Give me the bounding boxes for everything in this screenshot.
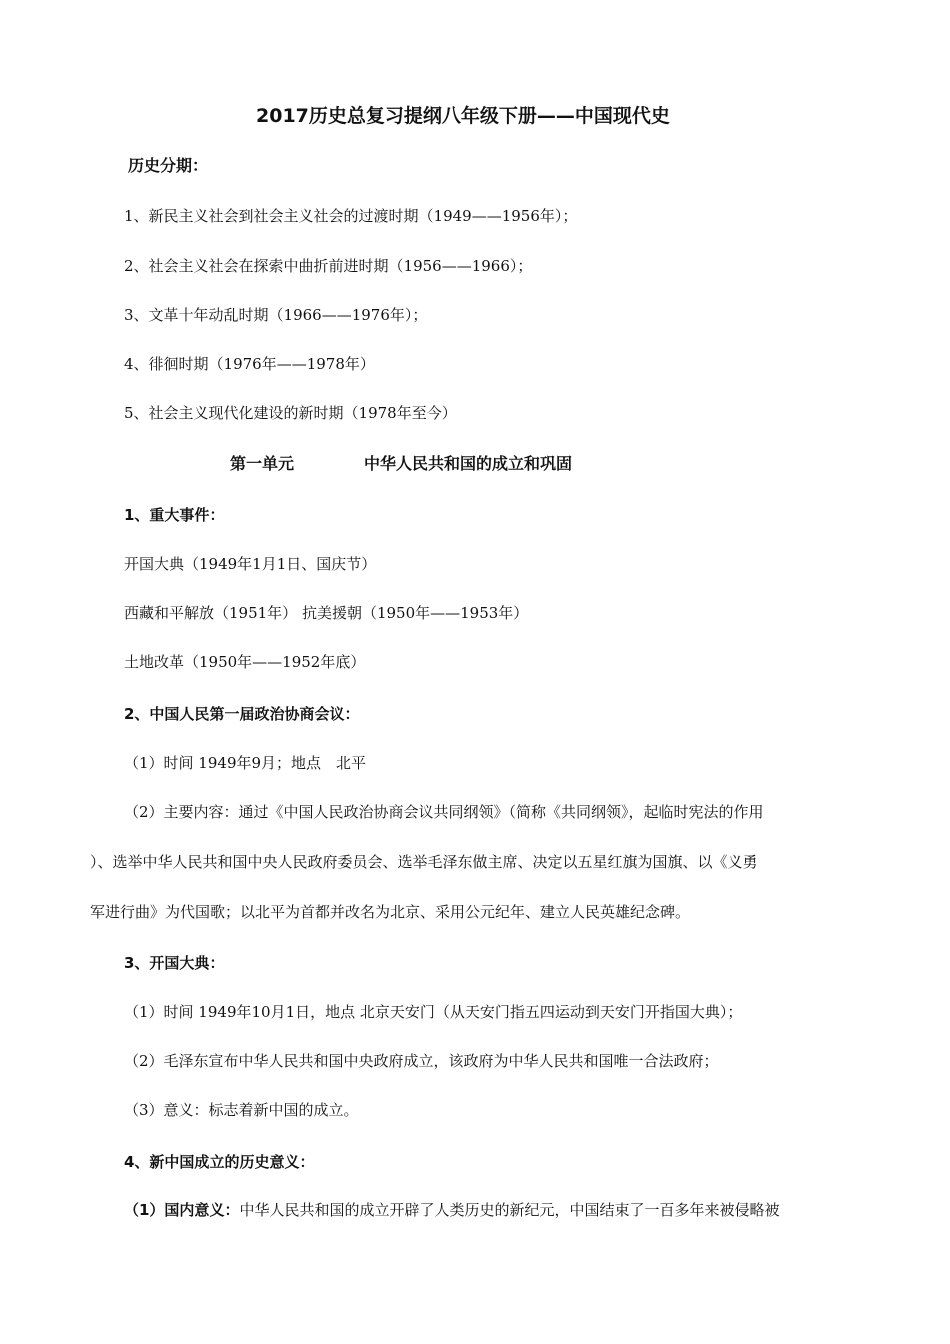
period-item: 5、社会主义现代化建设的新时期（1978年至今） bbox=[124, 404, 457, 422]
section-heading: 1、重大事件： bbox=[124, 506, 225, 524]
document-title: 2017历史总复习提纲八年级下册——中国现代史 bbox=[256, 105, 670, 127]
list-item: （2）毛泽东宣布中华人民共和国中央政府成立，该政府为中华人民共和国唯一合法政府； bbox=[124, 1052, 719, 1070]
period-item: 3、文革十年动乱时期（1966——1976年）； bbox=[124, 306, 428, 324]
unit-label: 第一单元 bbox=[230, 454, 295, 473]
section-heading: 4、新中国成立的历史意义： bbox=[124, 1153, 315, 1171]
event-item: 开国大典（1949年1月1日、国庆节） bbox=[124, 555, 377, 573]
periods-heading: 历史分期： bbox=[128, 156, 209, 175]
paragraph-line: ）、选举中华人民共和国中央人民政府委员会、选举毛泽东做主席、决定以五星红旗为国旗、以《义勇 bbox=[90, 853, 758, 871]
section-heading: 2、中国人民第一届政治协商会议： bbox=[124, 705, 360, 723]
event-item: 西藏和平解放（1951年） 抗美援朝（1950年——1953年） bbox=[124, 604, 529, 622]
list-item: （1）时间 1949年10月1日，地点 北京天安门（从天安门指五四运动到天安门开指国大典）； bbox=[124, 1003, 743, 1021]
paragraph-line: 军进行曲》为代国歌；以北平为首都并改名为北京、采用公元纪年、建立人民英雄纪念碑。 bbox=[90, 903, 691, 921]
unit-title: 中华人民共和国的成立和巩固 bbox=[364, 454, 573, 473]
period-item: 1、新民主义社会到社会主义社会的过渡时期（1949——1956年）； bbox=[124, 207, 578, 225]
paragraph-line: （2）主要内容：通过《中国人民政治协商会议共同纲领》（简称《共同纲领》，起临时宪法的作用 bbox=[124, 803, 764, 821]
list-item: （3）意义：标志着新中国的成立。 bbox=[124, 1101, 359, 1119]
item-text: 中华人民共和国的成立开辟了人类历史的新纪元，中国结束了一百多年来被侵略被 bbox=[239, 1201, 780, 1219]
section-heading: 3、开国大典： bbox=[124, 954, 225, 972]
event-item: 土地改革（1950年——1952年底） bbox=[124, 653, 366, 671]
item-label: （1）国内意义： bbox=[124, 1201, 240, 1219]
list-item bbox=[124, 1200, 779, 1220]
period-item: 2、社会主义社会在探索中曲折前进时期（1956——1966）； bbox=[124, 257, 533, 275]
period-item: 4、徘徊时期（1976年——1978年） bbox=[124, 355, 375, 373]
list-item: （1）时间 1949年9月；地点 北平 bbox=[124, 754, 367, 772]
